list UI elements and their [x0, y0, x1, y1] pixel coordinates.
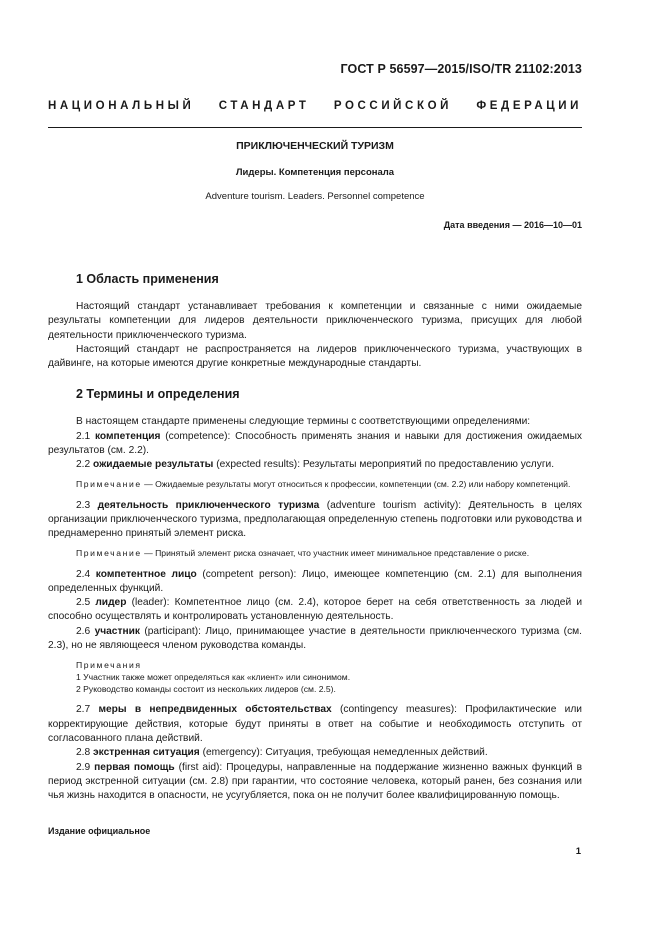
national-standard-banner: НАЦИОНАЛЬНЫЙ СТАНДАРТ РОССИЙСКОЙ ФЕДЕРАЦИИ: [48, 100, 582, 112]
term-2-1: [48, 430, 582, 459]
note-text: — Принятый элемент риска означает, что участник имеет минимальное представление о риске.: [141, 547, 530, 558]
header-rule: [48, 127, 582, 128]
term-definition: (first aid): Процедуры, направленные на поддержание жизненно важных функций в период экстренной ситуации (см. 2.8) при гарантии, что состояние человека, который ранен, без сознания или чья жизнь находится в опасности, не усугубляется, пока он не получит более квалифицированную помощь.: [48, 761, 582, 802]
term-number: 2.9: [76, 761, 95, 773]
term-definition: (emergency): Ситуация, требующая немедленных действий.: [199, 747, 488, 759]
term-definition: (leader): Компетентное лицо (см. 2.4), которое берет на себя ответственность за людей и способно осуществлять и контролировать установленную деятельность.: [48, 597, 583, 623]
term-name: участник: [94, 625, 140, 637]
term-name: компетенция: [94, 430, 161, 442]
term-number: 2.5: [76, 597, 96, 609]
note-2-6-2: 2 Руководство команды состоит из нескольких лидеров (см. 2.5).: [76, 684, 336, 695]
term-name: лидер: [95, 597, 127, 609]
term-number: 2.4: [76, 568, 96, 580]
section-1-paragraph-2: Настоящий стандарт не распространяется на лидеров приключенческого туризма, участвующих в дайвинге, на которые имеются другие конкретные международные стандарты.: [48, 343, 582, 370]
term-2-6: [48, 625, 582, 654]
term-number: 2.2: [76, 459, 93, 471]
term-2-2: [48, 458, 582, 472]
introduction-date: Дата введения — 2016—10—01: [443, 220, 582, 230]
term-name: деятельность приключенческого туризма: [97, 499, 320, 511]
notes-label: Примечания: [76, 660, 142, 671]
term-2-4: [48, 568, 582, 597]
page-number: 1: [575, 846, 581, 857]
document-body: [48, 270, 582, 803]
term-definition: (expected results): Результаты мероприятий по предоставлению услуги.: [213, 459, 555, 471]
term-name: компетентное лицо: [95, 568, 197, 580]
term-definition: (adventure tourism activity): Деятельность в целях организации приключенческого туризма, предполагающая определенную степень подготовки или руководства и преднамеренно принятый элемент риска.: [48, 499, 582, 540]
term-name: меры в непредвиденных обстоятельствах: [98, 704, 332, 716]
term-number: 2.3: [76, 499, 98, 511]
section-gap: [48, 371, 582, 385]
term-2-8: [48, 746, 582, 760]
note-label: Примечание: [76, 478, 142, 489]
english-title: Adventure tourism. Leaders. Personnel competence: [205, 191, 425, 202]
note-label: Примечание: [76, 547, 142, 558]
term-2-7: [48, 703, 582, 746]
term-number: 2.8: [76, 747, 93, 759]
term-name: экстренная ситуация: [93, 747, 200, 759]
term-definition: (contingency measures): Профилактические или корректирующие действия, которые будут приняты в ответ на событие и необходимость отступить от согласованного плана действий.: [48, 704, 582, 744]
term-2-9: [48, 761, 582, 804]
official-edition-label: Издание официальное: [48, 826, 151, 836]
section-2-intro: В настоящем стандарте применены следующие термины с соответствующими определениями:: [76, 416, 531, 428]
standard-code: ГОСТ Р 56597—2015/ISO/TR 21102:2013: [340, 62, 582, 76]
note-2-6-1: 1 Участник также может определяться как «клиент» или синонимом.: [76, 672, 351, 683]
term-definition: (participant): Лицо, принимающее участие в деятельности приключенческого туризма (см. 2.3), но не являющееся членом руководства команды.: [48, 625, 582, 652]
term-name: первая помощь: [94, 761, 175, 773]
term-number: 2.6: [76, 625, 95, 637]
section-2-heading: 2 Термины и определения: [76, 387, 240, 402]
note-2-2: [48, 478, 582, 491]
term-number: 2.7: [76, 704, 99, 716]
note-2-3: [48, 547, 582, 560]
section-1-paragraph-1: Настоящий стандарт устанавливает требования к компетенции и связанные с ними ожидаемые результаты компетенции для лидеров деятельности приключенческого туризма, присущих для любой деятельности приключенческого туризма.: [48, 301, 582, 341]
document-subtitle: Лидеры. Компетенция персонала: [235, 167, 395, 178]
section-1-heading: 1 Область применения: [76, 272, 219, 286]
term-definition: (competent person): Лицо, имеющее компетенцию (см. 2.1) для выполнения определенных функций.: [48, 568, 583, 594]
note-text: — Ожидаемые результаты могут относиться к профессии, компетенции (см. 2.2) или набору компетенций.: [141, 478, 571, 489]
term-definition: (competence): Способность применять знания и навыки для достижения ожидаемых результатов (см. 2.2).: [48, 430, 582, 457]
term-name: ожидаемые результаты: [93, 459, 214, 471]
document-title: ПРИКЛЮЧЕНЧЕСКИЙ ТУРИЗМ: [236, 140, 394, 152]
term-number: 2.1: [76, 430, 95, 442]
term-2-3: [48, 499, 582, 542]
term-2-5: [48, 596, 582, 625]
